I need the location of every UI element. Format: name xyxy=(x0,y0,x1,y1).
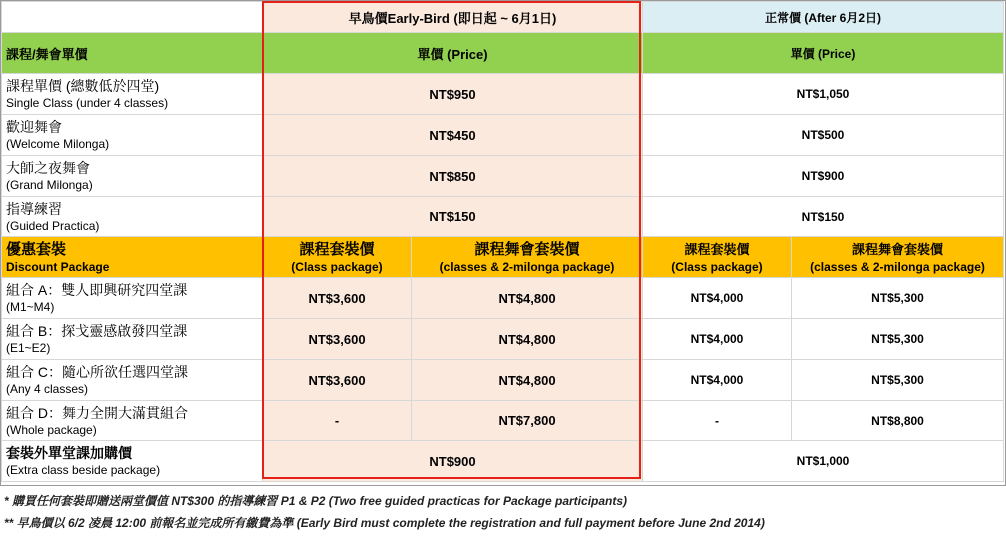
table-row xyxy=(2,74,1004,115)
table-row xyxy=(2,401,1004,441)
reg-combo-price: NT$5,300 xyxy=(792,278,1004,319)
footnote-1: * 購買任何套裝即贈送兩堂價值 NT$300 的指導練習 P1 & P2 (Two free guided practicas for Package participants) xyxy=(4,494,628,508)
reg-combo-price: NT$8,800 xyxy=(792,401,1004,441)
eb-price: NT$950 xyxy=(263,74,643,115)
eb-price: NT$450 xyxy=(263,115,643,156)
eb-combo-price: NT$7,800 xyxy=(412,401,643,441)
package-label: 組合 B：探戈靈感啟發四堂課 (E1~E2) xyxy=(2,319,263,360)
item-label: 課程單價 (總數低於四堂) Single Class (under 4 classes) xyxy=(2,74,263,115)
regular-header: 正常價 (After 6月2日) xyxy=(643,2,1004,33)
section1-label: 課程/舞會單價 xyxy=(2,33,263,74)
eb-class-price: NT$3,600 xyxy=(263,319,412,360)
reg-price: NT$1,050 xyxy=(643,74,1004,115)
section2-row xyxy=(2,237,1004,278)
eb-class-price: - xyxy=(263,401,412,441)
reg-combo-package-header: 課程舞會套裝價 (classes & 2-milonga package) xyxy=(792,237,1004,278)
reg-price: NT$900 xyxy=(643,156,1004,197)
table-row xyxy=(2,156,1004,197)
reg-price: NT$150 xyxy=(643,197,1004,237)
reg-class-price: NT$4,000 xyxy=(643,319,792,360)
package-label: 組合 A：雙人即興研究四堂課 (M1~M4) xyxy=(2,278,263,319)
eb-price-label: 單價 (Price) xyxy=(263,33,643,74)
price-table xyxy=(1,1,1004,482)
early-bird-header: 早鳥價Early-Bird (即日起 ~ 6月1日) xyxy=(263,2,643,33)
reg-class-price: - xyxy=(643,401,792,441)
package-label: 組合 C：隨心所欲任選四堂課 (Any 4 classes) xyxy=(2,360,263,401)
eb-combo-package-header: 課程舞會套裝價 (classes & 2-milonga package) xyxy=(412,237,643,278)
reg-combo-price: NT$5,300 xyxy=(792,360,1004,401)
section1-row xyxy=(2,33,1004,74)
table-row xyxy=(2,319,1004,360)
eb-class-package-header: 課程套裝價 (Class package) xyxy=(263,237,412,278)
table-row xyxy=(2,360,1004,401)
reg-class-package-header: 課程套裝價 (Class package) xyxy=(643,237,792,278)
eb-combo-price: NT$4,800 xyxy=(412,360,643,401)
header-blank xyxy=(2,2,263,33)
item-label: 歡迎舞會 (Welcome Milonga) xyxy=(2,115,263,156)
eb-class-price: NT$3,600 xyxy=(263,360,412,401)
eb-price: NT$850 xyxy=(263,156,643,197)
eb-combo-price: NT$4,800 xyxy=(412,278,643,319)
extra-eb-price: NT$900 xyxy=(263,441,643,482)
reg-class-price: NT$4,000 xyxy=(643,360,792,401)
reg-price: NT$500 xyxy=(643,115,1004,156)
extra-reg-price: NT$1,000 xyxy=(643,441,1004,482)
header-row xyxy=(2,2,1004,33)
table-row xyxy=(2,197,1004,237)
eb-price: NT$150 xyxy=(263,197,643,237)
eb-combo-price: NT$4,800 xyxy=(412,319,643,360)
item-label: 指導練習 (Guided Practica) xyxy=(2,197,263,237)
reg-class-price: NT$4,000 xyxy=(643,278,792,319)
extra-label: 套裝外單堂課加購價 (Extra class beside package) xyxy=(2,441,263,482)
item-label: 大師之夜舞會 (Grand Milonga) xyxy=(2,156,263,197)
reg-combo-price: NT$5,300 xyxy=(792,319,1004,360)
reg-price-label: 單價 (Price) xyxy=(643,33,1004,74)
table-row xyxy=(2,115,1004,156)
table-row xyxy=(2,278,1004,319)
footnote-2: ** 早鳥價以 6/2 凌晨 12:00 前報名並完成所有繳費為準 (Early Bird must complete the registration and full payment before June 2nd 2014) xyxy=(4,516,765,530)
footnotes xyxy=(4,490,765,534)
section2-label: 優惠套裝 Discount Package xyxy=(2,237,263,278)
eb-class-price: NT$3,600 xyxy=(263,278,412,319)
package-label: 組合 D：舞力全開大滿貫組合 (Whole package) xyxy=(2,401,263,441)
table-row xyxy=(2,441,1004,482)
